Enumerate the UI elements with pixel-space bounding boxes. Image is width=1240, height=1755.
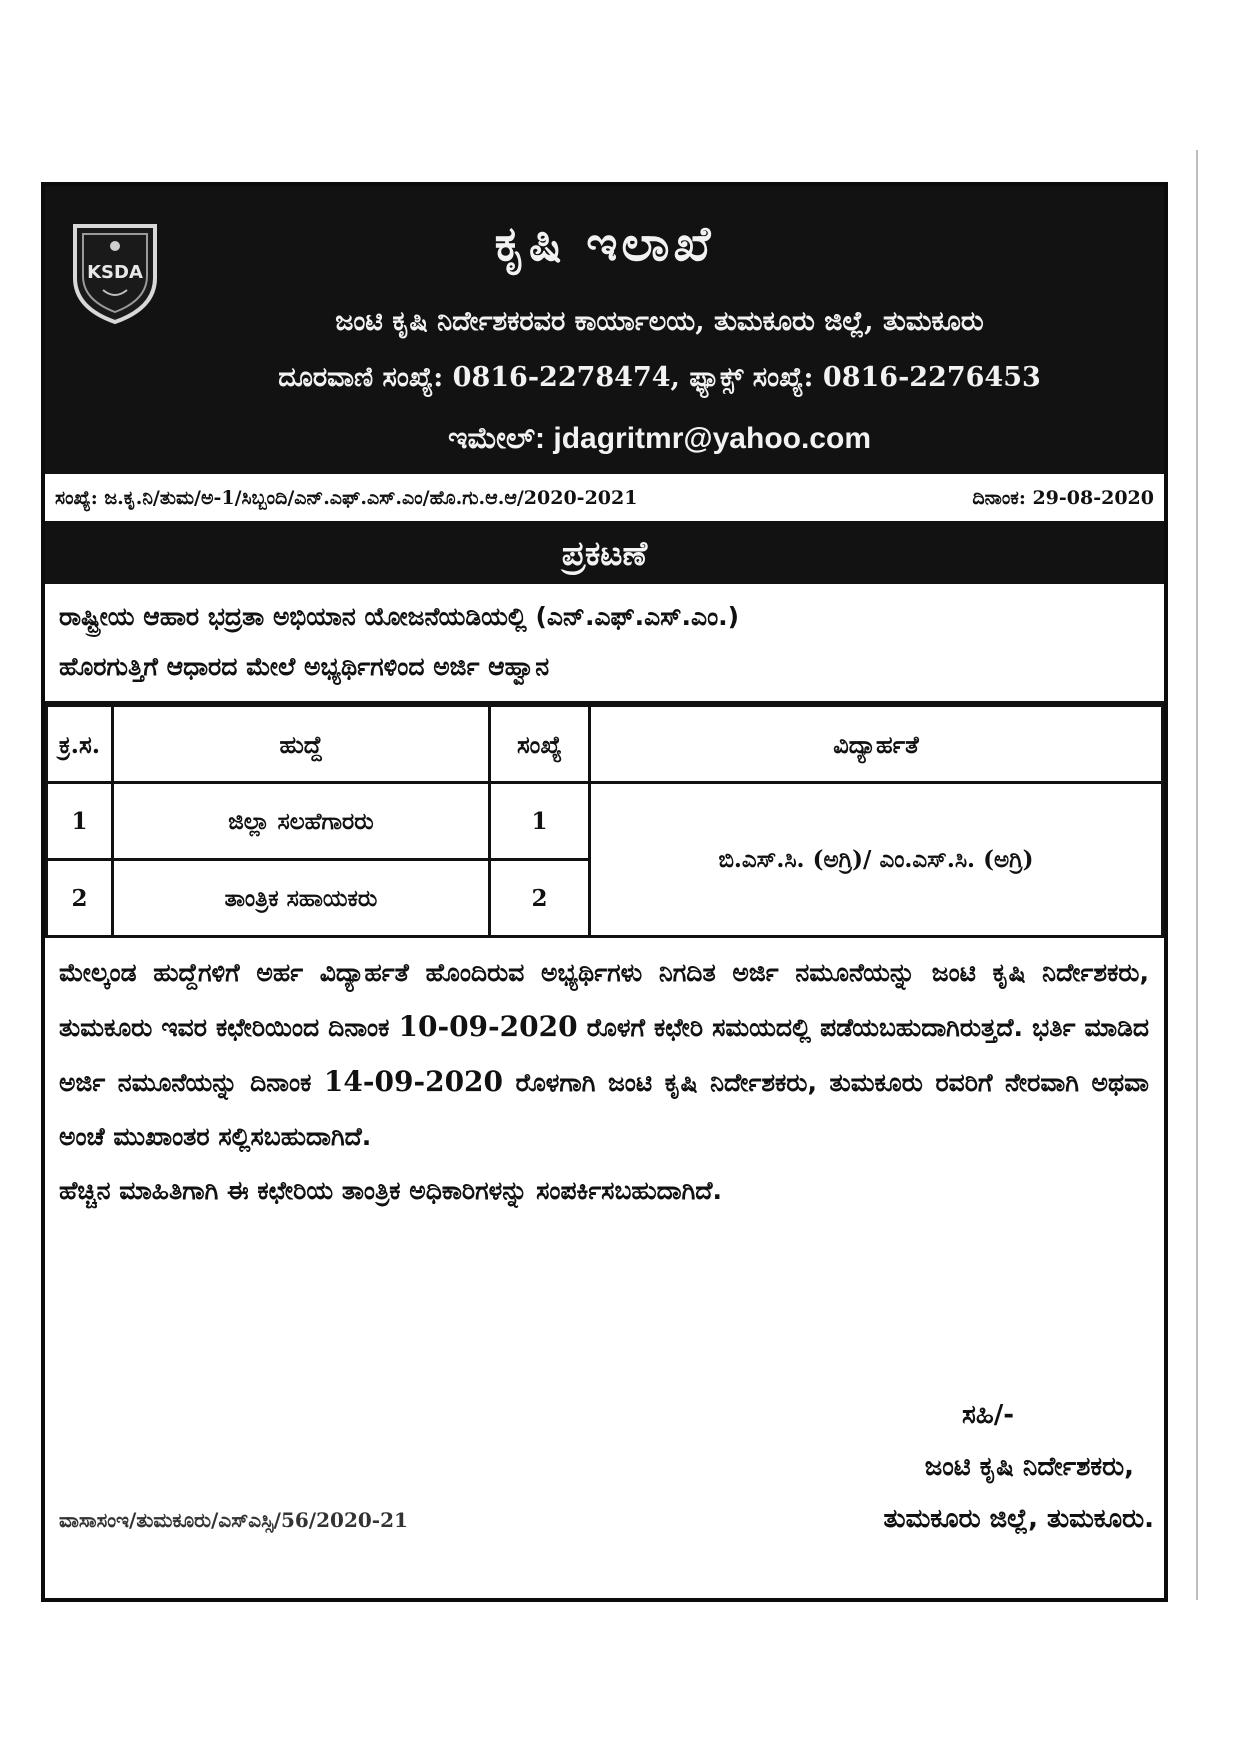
submission-last-date: 14-09-2020 <box>323 1065 504 1098</box>
row-post: ತಾಂತ್ರಿಕ ಸಹಾಯಕರು <box>113 860 490 937</box>
body-paragraph-2: ಹೆಚ್ಚಿನ ಮಾಹಿತಿಗಾಗಿ ಈ ಕಛೇರಿಯ ತಾಂತ್ರಿಕ ಅಧಿಕಾರಿಗಳನ್ನು ಸಂಪರ್ಕಿಸಬಹುದಾಗಿದೆ. <box>59 1176 722 1205</box>
reference-bar <box>45 474 1164 524</box>
notice-body <box>59 946 1149 1218</box>
row-sl: 2 <box>47 860 113 937</box>
email-line: ಇಮೇಲ್: jdagritmr@yahoo.com <box>448 422 871 455</box>
signatory-title: ಜಂಟಿ ಕೃಷಿ ನಿರ್ದೇಶಕರು, <box>924 1452 1134 1482</box>
reference-number: ಸಂಖ್ಯೆ: ಜ.ಕೃ.ನಿ/ತುಮ/ಅ-1/ಸಿಬ್ಬಂದಿ/ಎನ್.ಎಫ್.ಎಸ್.ಎಂ/ಹೊ.ಗು.ಆ.ಆ/2020-2021 <box>55 486 638 509</box>
row-post: ಜಿಲ್ಲಾ ಸಲಹೆಗಾರರು <box>113 783 490 860</box>
notice-intro <box>45 584 1164 704</box>
intro-line-2: ಹೊರಗುತ್ತಿಗೆ ಆಧಾರದ ಮೇಲೆ ಅಭ್ಯರ್ಥಿಗಳಿಂದ ಅರ್ಜಿ ಆಹ್ವಾನ <box>59 652 550 681</box>
phone-fax-line: ದೂರವಾಣಿ ಸಂಖ್ಯೆ: 0816-2278474, ಫ್ಯಾಕ್ಸ್ ಸಂಖ್ಯೆ: 0816-2276453 <box>278 362 1041 393</box>
body-paragraph-1 <box>59 946 1149 1164</box>
header-post: ಹುದ್ದೆ <box>113 706 490 783</box>
posts-table <box>45 704 1164 938</box>
notice-title: ಪ್ರಕಟಣೆ <box>45 524 1164 584</box>
signature-sd: ಸಹಿ/- <box>962 1400 1014 1430</box>
header-sl: ಕ್ರ.ಸ. <box>47 706 113 783</box>
body-text-part2: ರೊಳಗೆ ಕಛೇರಿ ಸಮಯದಲ್ಲಿ ಪಡೆಯಬಹುದಾಗಿರುತ್ತದೆ. ಭರ್ತಿ ಮಾಡಿದ ಅರ್ಜಿ ನಮೂನೆಯನ್ನು ದಿನಾಂಕ <box>59 1013 1149 1097</box>
body-text-part1: ಮೇಲ್ಕಂಡ ಹುದ್ದೆಗಳಿಗೆ ಅರ್ಹ ವಿದ್ಯಾರ್ಹತೆ ಹೊಂದಿರುವ ಅಭ್ಯರ್ಥಿಗಳು ನಿಗದಿತ ಅರ್ಜಿ ನಮೂನೆಯನ್ನು ಜಂಟಿ ಕೃಷಿ ನಿರ್ದೇಶಕರು, ತುಮಕೂರು ಇವರ ಕಛೇರಿಯಿಂದ ದಿನಾಂಕ <box>59 958 1149 1042</box>
body-text-part3: ರೊಳಗಾಗಿ ಜಂಟಿ ಕೃಷಿ ನಿರ್ದೇಶಕರು, ತುಮಕೂರು ರವರಿಗೆ ನೇರವಾಗಿ ಅಥವಾ ಅಂಚೆ ಮುಖಾಂತರ ಸಲ್ಲಿಸಬಹುದಾಗಿದೆ. <box>59 1068 1149 1151</box>
logo-text: KSDA <box>87 262 143 283</box>
intro-line-1: ರಾಷ್ಟ್ರೀಯ ಆಹಾರ ಭದ್ರತಾ ಅಭಿಯಾನ ಯೋಜನೆಯಡಿಯಲ್ಲಿ (ಎನ್.ಎಫ್.ಎಸ್.ಎಂ.) <box>59 602 740 631</box>
footer-reference: ವಾಸಾಸಂಇ/ತುಮಕೂರು/ಎಸ್ಎಸ್ಸಿ/56/2020-21 <box>59 1508 408 1532</box>
page-edge-line <box>1196 150 1198 1600</box>
reference-date: ದಿನಾಂಕ: 29-08-2020 <box>972 486 1154 509</box>
table-row <box>47 783 1163 860</box>
row-count: 1 <box>490 783 590 860</box>
table-header-row <box>47 706 1163 783</box>
newspaper-notice <box>41 182 1168 1602</box>
signatory-place: ತುಮಕೂರು ಜಿಲ್ಲೆ, ತುಮಕೂರು. <box>883 1504 1154 1534</box>
issue-last-date: 10-09-2020 <box>398 1010 578 1043</box>
row-count: 2 <box>490 860 590 937</box>
header-qualification: ವಿದ್ಯಾರ್ಹತೆ <box>590 706 1163 783</box>
notice-header <box>45 186 1164 474</box>
row-sl: 1 <box>47 783 113 860</box>
header-count: ಸಂಖ್ಯೆ <box>490 706 590 783</box>
office-address: ಜಂಟಿ ಕೃಷಿ ನಿರ್ದೇಶಕರವರ ಕಾರ್ಯಾಲಯ, ತುಮಕೂರು ಜಿಲ್ಲೆ, ತುಮಕೂರು <box>335 306 984 337</box>
qualification-cell: ಬಿ.ಎಸ್.ಸಿ. (ಅಗ್ರಿ)/ ಎಂ.ಎಸ್.ಸಿ. (ಅಗ್ರಿ) <box>590 783 1163 937</box>
department-title: ಕೃಷಿ ಇಲಾಖೆ <box>494 216 715 272</box>
